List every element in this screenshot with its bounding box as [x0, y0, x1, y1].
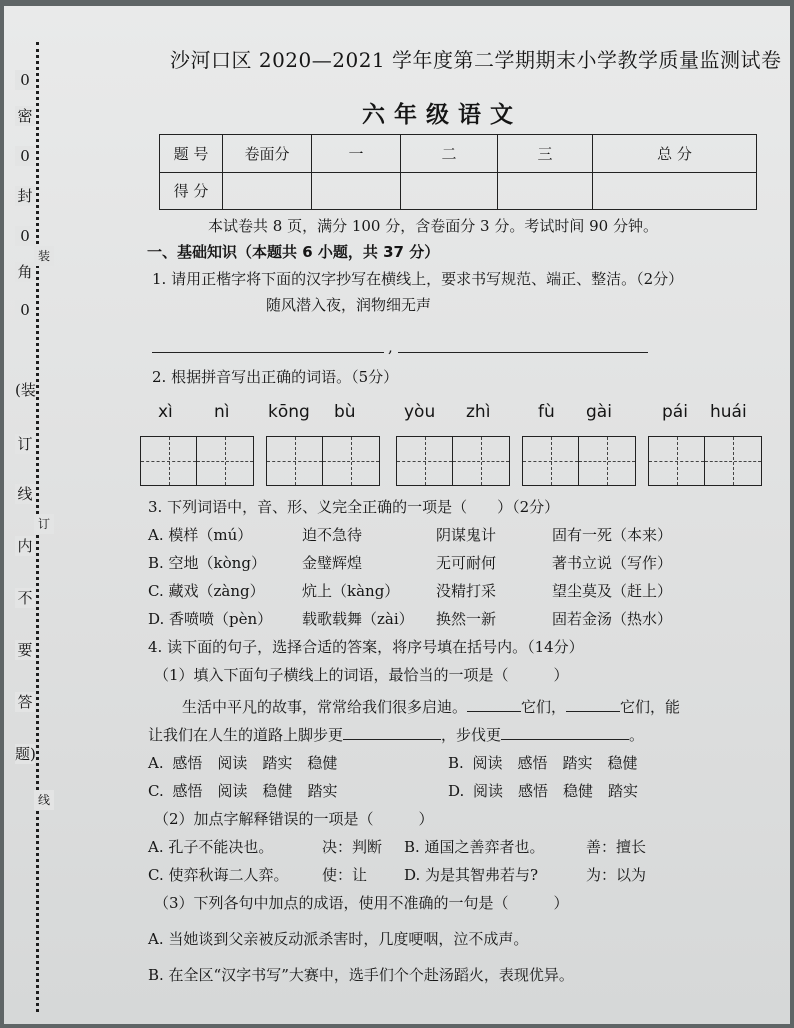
option-cell: 没精打采 [436, 582, 497, 600]
option-cell: D. 香喷喷（pèn） [148, 610, 273, 628]
question-1-prompt: 1. 请用正楷字将下面的汉字抄写在横线上，要求书写规范、端正、整洁。（2分） [152, 270, 684, 288]
copy-line-2[interactable] [398, 352, 648, 353]
margin-label: 0 [15, 146, 35, 166]
question-1-source-text: 随风潜入夜，润物细无声 [266, 296, 432, 314]
pinyin: bù [334, 402, 356, 422]
margin-label: 内 [15, 536, 35, 556]
tianzige-box[interactable] [396, 436, 510, 486]
option-cell: C. 藏戏（zàng） [148, 582, 265, 600]
pinyin: pái [662, 402, 688, 422]
exam-paper [4, 6, 790, 1024]
margin-label: 要 [15, 640, 35, 660]
comma: , [388, 338, 393, 356]
score-input-cell[interactable] [223, 172, 312, 210]
q4-part1-sentence-line2 [148, 724, 644, 745]
option-cell: A. 模样（mú） [148, 526, 253, 544]
option-cell: 炕上（kàng） [302, 582, 400, 600]
option-cell: 迫不急待 [302, 526, 363, 544]
copy-line-1[interactable] [152, 352, 384, 353]
option-d-gloss: 为：以为 [586, 866, 647, 884]
margin-label: 线 [34, 790, 54, 810]
margin-label: 不 [15, 588, 35, 608]
score-input-cell[interactable] [593, 172, 757, 210]
score-table-score-row [160, 172, 757, 210]
margin-label: 线 [15, 484, 35, 504]
question-2-prompt: 2. 根据拼音写出正确的词语。（5分） [152, 368, 399, 386]
tianzige-box[interactable] [648, 436, 762, 486]
option-a: A. 孔子不能决也。 [148, 838, 274, 856]
pinyin: kōng [268, 402, 310, 422]
margin-label: (装 [15, 381, 36, 399]
margin-label: 角 [15, 262, 35, 282]
option-a-gloss: 决：判断 [322, 838, 383, 856]
q4-part1-prompt: （1）填入下面句子横线上的词语，最恰当的一项是（ ） [154, 666, 569, 684]
score-cell: 题 号 [160, 135, 223, 173]
pinyin: gài [586, 402, 612, 422]
score-cell: 总 分 [593, 135, 757, 173]
option-cell: 著书立说（写作） [552, 554, 673, 572]
option-cell: 望尘莫及（赶上） [552, 582, 673, 600]
score-cell: 一 [312, 135, 401, 173]
margin-label: 答 [15, 692, 35, 712]
fill-blank[interactable] [343, 739, 441, 740]
section-heading: 一、基础知识（本题共 6 小题，共 37 分） [147, 243, 440, 261]
score-table-header-row [160, 135, 757, 173]
margin-label: 题) [15, 745, 36, 763]
tianzige-box[interactable] [266, 436, 380, 486]
exam-subtitle: 六年级语文 [362, 102, 522, 128]
exam-note: 本试卷共 8 页，满分 100 分，含卷面分 3 分。考试时间 90 分钟。 [208, 217, 658, 235]
option-b: B. 阅读 感悟 踏实 稳健 [448, 754, 638, 772]
sentence-text: 生活中平凡的故事，常常给我们很多启迪。 [182, 698, 468, 716]
question-3-prompt: 3. 下列词语中，音、形、义完全正确的一项是（ ）（2分） [148, 498, 560, 516]
pinyin: yòu [404, 402, 436, 422]
pinyin: nì [214, 402, 230, 422]
margin-label: 订 [34, 514, 54, 534]
margin-label: 密 [15, 106, 35, 126]
score-input-cell[interactable] [312, 172, 401, 210]
option-cell: 阴谋鬼计 [436, 526, 497, 544]
option-cell: 换然一新 [436, 610, 497, 628]
q4-part3-prompt: （3）下列各句中加点的成语，使用不准确的一句是（ ） [154, 894, 569, 912]
margin-label: 封 [15, 186, 35, 206]
option-cell: B. 空地（kòng） [148, 554, 266, 572]
score-cell: 三 [498, 135, 593, 173]
margin-label: 0 [15, 70, 35, 90]
score-cell: 得 分 [160, 172, 223, 210]
q4-part1-sentence-line1 [182, 696, 680, 717]
pinyin: fù [538, 402, 555, 422]
score-cell: 卷面分 [223, 135, 312, 173]
fill-blank[interactable] [467, 711, 521, 712]
pinyin: xì [158, 402, 173, 422]
tianzige-box[interactable] [522, 436, 636, 486]
score-input-cell[interactable] [498, 172, 593, 210]
option-d: D. 阅读 感悟 稳健 踏实 [448, 782, 639, 800]
q4-part2-prompt: （2）加点字解释错误的一项是（ ） [154, 810, 434, 828]
option-a: A. 当她谈到父亲被反动派杀害时，几度哽咽，泣不成声。 [148, 930, 529, 948]
margin-label: 0 [15, 226, 35, 246]
option-cell: 固有一死（本来） [552, 526, 673, 544]
tianzige-box[interactable] [140, 436, 254, 486]
option-b-gloss: 善：擅长 [586, 838, 647, 856]
option-c-gloss: 使：让 [322, 866, 368, 884]
margin-label: 装 [34, 246, 54, 266]
sentence-text: 它们， [521, 698, 567, 716]
sentence-text: ，步伐更 [441, 726, 502, 744]
option-b: B. 在全区“汉字书写”大赛中，选手们个个赴汤蹈火，表现优异。 [148, 966, 574, 984]
score-cell: 二 [401, 135, 498, 173]
sentence-text: 它们，能 [620, 698, 681, 716]
exam-title: 沙河口区 2020—2021 学年度第二学期期末小学教学质量监测试卷 [170, 48, 782, 72]
option-cell: 金璧辉煌 [302, 554, 363, 572]
option-d: D. 为是其智弗若与? [404, 866, 539, 884]
option-cell: 载歌载舞（zài） [302, 610, 414, 628]
question-4-prompt: 4. 读下面的句子，选择合适的答案，将序号填在括号内。（14分） [148, 638, 584, 656]
margin-label: 0 [15, 300, 35, 320]
sentence-text: 让我们在人生的道路上脚步更 [148, 726, 344, 744]
score-table [159, 134, 757, 210]
score-input-cell[interactable] [401, 172, 498, 210]
fill-blank[interactable] [501, 739, 629, 740]
fill-blank[interactable] [566, 711, 620, 712]
option-b: B. 通国之善弈者也。 [404, 838, 545, 856]
option-c: C. 使弈秋诲二人弈。 [148, 866, 289, 884]
option-cell: 无可耐何 [436, 554, 497, 572]
margin-label: 订 [15, 434, 35, 454]
option-cell: 固若金汤（热水） [552, 610, 673, 628]
option-c: C. 感悟 阅读 稳健 踏实 [148, 782, 338, 800]
option-a: A. 感悟 阅读 踏实 稳健 [148, 754, 338, 772]
pinyin: zhì [466, 402, 491, 422]
pinyin: huái [710, 402, 747, 422]
sentence-text: 。 [629, 726, 645, 744]
